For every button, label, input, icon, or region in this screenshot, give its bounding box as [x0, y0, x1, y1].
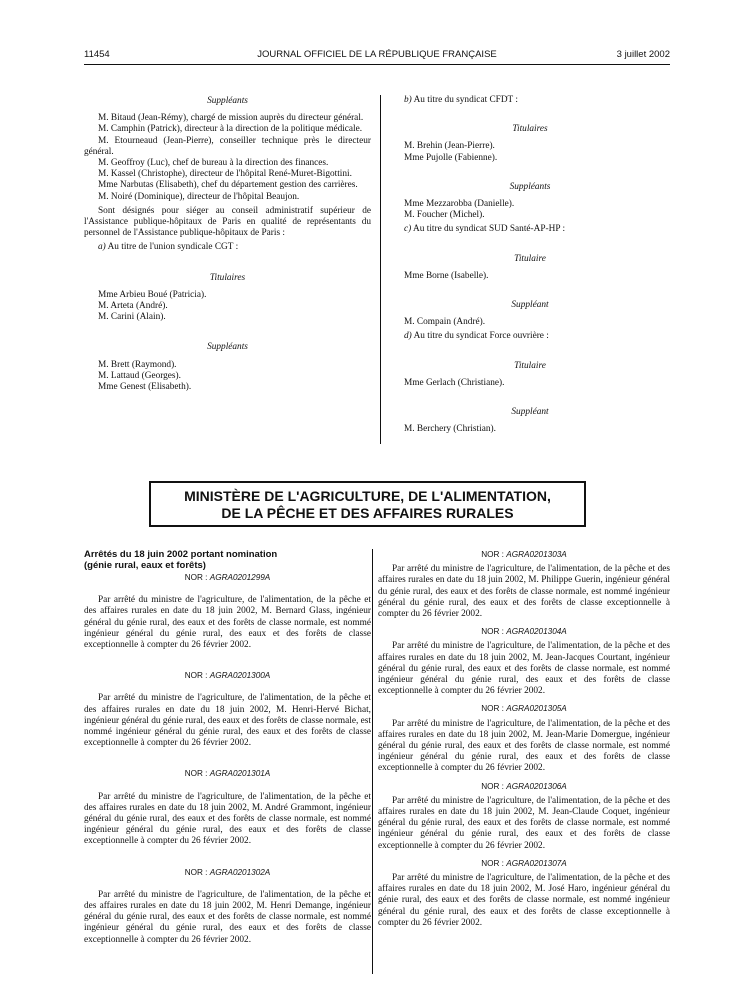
suppleant-heading: Suppléant	[511, 407, 549, 418]
list-item: Mme Arbieu Boué (Patricia).	[98, 289, 207, 300]
nor-reference	[84, 867, 371, 878]
arrete-paragraph: Par arrêté du ministre de l'agriculture, de l'alimentation, de la pêche et des affaires rurales en date du 18 juin 2002, M. Jean-Marie Domergue, ingénieur général du génie rural, des eaux et des forêts de classe normale, est nommé ingénieur général du génie rural, des eaux et des forêts de classe exceptionnelle à compter du 26 février 2002.	[378, 718, 670, 774]
nor-label: NOR :	[481, 627, 504, 637]
list-item: M. Compain (André).	[404, 317, 486, 328]
titulaires-heading: Titulaires	[209, 272, 246, 283]
nor-label: NOR :	[184, 867, 208, 877]
section-d	[390, 331, 670, 342]
nor-label: NOR :	[481, 704, 504, 714]
list-item: M. Lattaud (Georges).	[98, 370, 181, 381]
nor-reference	[84, 670, 371, 681]
ministry-heading-box	[149, 481, 586, 527]
arretes-title-line-1: Arrêtés du 18 juin 2002 portant nomination	[84, 549, 278, 560]
list-item: M. Foucher (Michel).	[404, 210, 485, 221]
nor-label: NOR :	[184, 573, 208, 582]
nor-label: NOR :	[184, 769, 208, 779]
nor-reference	[378, 858, 670, 869]
list-item: Mme Mezzarobba (Danielle).	[404, 199, 515, 210]
page-header	[84, 49, 670, 65]
arrete-paragraph: Par arrêté du ministre de l'agriculture, de l'alimentation, de la pêche et des affaires rurales en date du 18 juin 2002, M. Henri Demange, ingénieur général du génie rural, des eaux et des forêts de classe normale, est nommé ingénieur général du génie rural, des eaux et des forêts de classe exceptionnelle à compter du 26 février 2002.	[84, 889, 371, 945]
list-item: M. Arteta (André).	[98, 301, 168, 312]
ministry-line-2: DE LA PÊCHE ET DES AFFAIRES RURALES	[221, 505, 514, 521]
intro-paragraph: Sont désignés pour siéger au conseil administratif supérieur de l'Assistance publique-hôpitaux de Paris en qualité de représentants du personnel de l'Assistance publique-hôpitaux de Paris :	[84, 205, 371, 239]
nor-reference	[378, 626, 670, 637]
suppleants-heading: Suppléants	[207, 342, 248, 353]
arrete-paragraph: Par arrêté du ministre de l'agriculture, de l'alimentation, de la pêche et des affaires rurales en date du 18 juin 2002, M. Henri-Hervé Bichat, ingénieur général du génie rural, des eaux et des forêts de classe normale, est nommé ingénieur général du génie rural, des eaux et des forêts de classe exceptionnelle à compter du 26 février 2002.	[84, 693, 371, 749]
arrete-paragraph: Par arrêté du ministre de l'agriculture, de l'alimentation, de la pêche et des affaires rurales en date du 18 juin 2002, M. Jean-Claude Coquet, ingénieur général du génie rural, des eaux et des forêts de classe normale, est nommé ingénieur général du génie rural, des eaux et des forêts de classe exceptionnelle à compter du 26 février 2002.	[378, 795, 670, 851]
suppleants-heading: Suppléants	[207, 96, 248, 106]
nor-reference	[378, 703, 670, 714]
list-item: Mme Narbutas (Elisabeth), chef du département gestion des carrières.	[98, 180, 358, 191]
nor-label: NOR :	[481, 550, 504, 559]
arrete-paragraph: Par arrêté du ministre de l'agriculture, de l'alimentation, de la pêche et des affaires rurales en date du 18 juin 2002, M. Jean-Jacques Courtant, ingénieur général du génie rural, des eaux et des forêts de classe normale, est nommé ingénieur général du génie rural, des eaux et des forêts de classe exceptionnelle à compter du 26 février 2002.	[378, 641, 670, 697]
list-item: M. Kassel (Christophe), directeur de l'hôpital René-Muret-Bigottini.	[98, 169, 352, 180]
left-column-top	[84, 96, 371, 393]
list-item: M. Carini (Alain).	[98, 312, 166, 323]
nor-code: AGRA0201303A	[506, 550, 567, 559]
arrete-paragraph: Par arrêté du ministre de l'agriculture, de l'alimentation, de la pêche et des affaires rurales en date du 18 juin 2002, M. Philippe Guerin, ingénieur général du génie rural, des eaux et des forêts de classe normale, est nommé ingénieur général du génie rural, des eaux et des forêts de classe exceptionnelle à compter du 26 février 2002.	[378, 564, 670, 620]
nor-code: AGRA0201307A	[506, 858, 567, 868]
titulaire-heading: Titulaire	[514, 360, 546, 371]
list-item: M. Berchery (Christian).	[404, 424, 496, 435]
nor-reference	[84, 768, 371, 779]
section-c-letter: c)	[404, 224, 412, 235]
column-divider	[380, 95, 381, 444]
page-number: 11454	[84, 49, 110, 60]
journal-title: JOURNAL OFFICIEL DE LA RÉPUBLIQUE FRANÇAISE	[257, 49, 497, 60]
section-c-text: Au titre du syndicat SUD Santé-AP-HP :	[413, 224, 566, 235]
nor-code: AGRA0201301A	[209, 769, 271, 779]
suppleants-heading: Suppléants	[509, 181, 551, 192]
nor-code: AGRA0201302A	[209, 867, 271, 877]
list-item: Mme Pujolle (Fabienne).	[404, 152, 498, 163]
suppleant-heading: Suppléant	[511, 300, 549, 311]
right-column-bottom	[378, 549, 670, 929]
header-rule	[84, 64, 670, 65]
ministry-line-1: MINISTÈRE DE L'AGRICULTURE, DE L'ALIMENTATION,	[184, 488, 551, 504]
issue-date: 3 juillet 2002	[616, 49, 670, 60]
titulaires-heading: Titulaires	[512, 124, 548, 135]
list-item: Mme Gerlach (Christiane).	[404, 377, 505, 388]
nor-label: NOR :	[481, 858, 504, 868]
section-a-letter: a)	[98, 242, 106, 253]
titulaire-heading: Titulaire	[514, 253, 546, 264]
nor-code: AGRA0201299A	[209, 573, 271, 582]
nor-code: AGRA0201300A	[209, 671, 271, 681]
list-item: M. Etourneaud (Jean-Pierre), conseiller technique près le directeur général.	[84, 135, 371, 157]
right-column-top	[390, 96, 670, 435]
left-column-bottom	[84, 549, 371, 946]
section-d-letter: d)	[404, 331, 412, 342]
nor-label: NOR :	[481, 781, 504, 791]
section-c	[390, 224, 670, 235]
list-item: M. Geoffroy (Luc), chef de bureau à la direction des finances.	[98, 158, 329, 169]
arretes-title-line-2: (génie rural, eaux et forêts)	[84, 560, 206, 571]
section-d-text: Au titre du syndicat Force ouvrière :	[413, 331, 549, 342]
section-a-text: Au titre de l'union syndicale CGT :	[107, 242, 239, 253]
list-item: M. Brett (Raymond).	[98, 359, 177, 370]
section-b-text: Au titre du syndicat CFDT :	[413, 95, 518, 105]
list-item: M. Brehin (Jean-Pierre).	[404, 141, 495, 152]
nor-code: AGRA0201305A	[506, 704, 567, 714]
nor-label: NOR :	[184, 671, 208, 681]
nor-code: AGRA0201306A	[506, 781, 567, 791]
nor-code: AGRA0201304A	[506, 627, 567, 637]
arrete-paragraph: Par arrêté du ministre de l'agriculture, de l'alimentation, de la pêche et des affaires rurales en date du 18 juin 2002, M. Bernard Glass, ingénieur général du génie rural, des eaux et des forêts de classe normale, est nommé ingénieur général du génie rural, des eaux et des forêts de classe exceptionnelle à compter du 26 février 2002.	[84, 595, 371, 651]
list-item: M. Noiré (Dominique), directeur de l'hôpital Beaujon.	[98, 191, 300, 202]
nor-reference	[378, 549, 670, 560]
list-item: M. Camphin (Patrick), directeur à la direction de la politique médicale.	[98, 124, 363, 135]
nor-reference	[84, 572, 371, 583]
arrete-paragraph: Par arrêté du ministre de l'agriculture, de l'alimentation, de la pêche et des affaires rurales en date du 18 juin 2002, M. José Haro, ingénieur général du génie rural, des eaux et des forêts de classe normale, est nommé ingénieur général du génie rural, des eaux et des forêts de classe exceptionnelle à compter du 26 février 2002.	[378, 873, 670, 928]
section-b	[390, 95, 670, 106]
nor-reference	[378, 781, 670, 792]
section-a	[84, 242, 371, 253]
list-item: Mme Genest (Elisabeth).	[98, 382, 192, 393]
list-item: M. Bitaud (Jean-Rémy), chargé de mission auprès du directeur général.	[98, 113, 364, 124]
arrete-paragraph: Par arrêté du ministre de l'agriculture, de l'alimentation, de la pêche et des affaires rurales en date du 18 juin 2002, M. André Grammont, ingénieur général du génie rural, des eaux et des forêts de classe normale, est nommé ingénieur général du génie rural, des eaux et des forêts de classe exceptionnelle à compter du 26 février 2002.	[84, 791, 371, 847]
column-divider	[372, 549, 373, 974]
list-item: Mme Borne (Isabelle).	[404, 270, 489, 281]
section-b-letter: b)	[404, 95, 412, 105]
